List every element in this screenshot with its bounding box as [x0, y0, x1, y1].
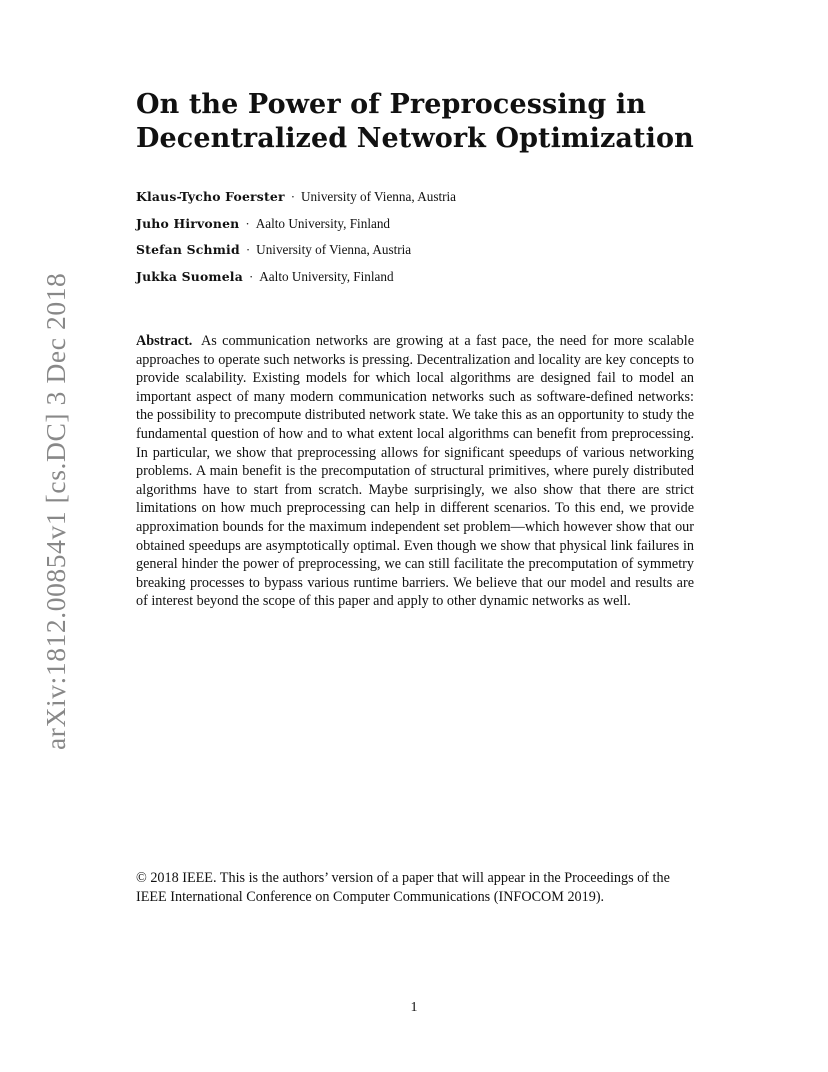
author-separator: ·: [248, 268, 254, 284]
title-line-2: Decentralized Network Optimization: [136, 123, 694, 154]
abstract-label: Abstract.: [136, 333, 193, 349]
author-separator: ·: [245, 242, 251, 257]
author-entry: [136, 267, 696, 294]
title-line-1: On the Power of Preprocessing in: [136, 89, 646, 120]
copyright-notice: © 2018 IEEE. This is the authors’ version of a paper that will appear in the Proceedings of the IEEE International Conference on Computer Communications (INFOCOM 2019).: [136, 870, 670, 905]
author-name: Klaus-Tycho Foerster: [136, 189, 285, 204]
author-affiliation: University of Vienna, Austria: [301, 189, 457, 204]
author-name: Jukka Suomela: [136, 268, 243, 284]
author-affiliation: Aalto University, Finland: [259, 268, 394, 284]
author-affiliation: Aalto University, Finland: [255, 215, 391, 231]
paper-title: [136, 88, 736, 156]
page-number: 1: [410, 1000, 418, 1015]
author-separator: ·: [290, 189, 296, 204]
author-entry: [136, 187, 696, 214]
author-entry: [136, 214, 696, 241]
author-name: Juho Hirvonen: [136, 215, 240, 231]
author-separator: ·: [245, 215, 250, 231]
arxiv-identifier-stamp: arXiv:1812.00854v1 [cs.DC] 3 Dec 2018: [40, 272, 71, 750]
author-affiliation: University of Vienna, Austria: [256, 242, 412, 257]
author-list: [136, 187, 696, 293]
abstract-text: As communication networks are growing at a fast pace, the need for more scalable approaches to operate such networks is pressing. Decentralization and locality are key concepts to provide scalability. Existing models for which local algorithms are designed fail to model an important aspect of many modern communication networks such as software-defined networks: the possibility to precompute distributed network state. We take this as an opportunity to study the fundamental question of how and to what extent local algorithms can benefit from preprocessing. In particular, we show that preprocessing allows for significant speedups of various networking problems. A main benefit is the precomputation of structural primitives, where purely distributed algorithms have to start from scratch. Maybe surprisingly, we also show that there are strict limitations on how much preprocessing can help in different scenarios. To this end, we provide approximation bounds for the maximum independent set problem—which however show that our obtained speedups are asymptotically optimal. Even though we show that physical link failures in general hinder the power of preprocessing, we can still facilitate the precomputation of symmetry breaking processes to bypass various runtime barriers. We believe that our model and results are of interest beyond the scope of this paper and apply to other dynamic networks as well.: [136, 333, 694, 610]
author-name: Stefan Schmid: [136, 242, 240, 257]
author-entry: [136, 240, 696, 267]
abstract: [136, 332, 694, 611]
